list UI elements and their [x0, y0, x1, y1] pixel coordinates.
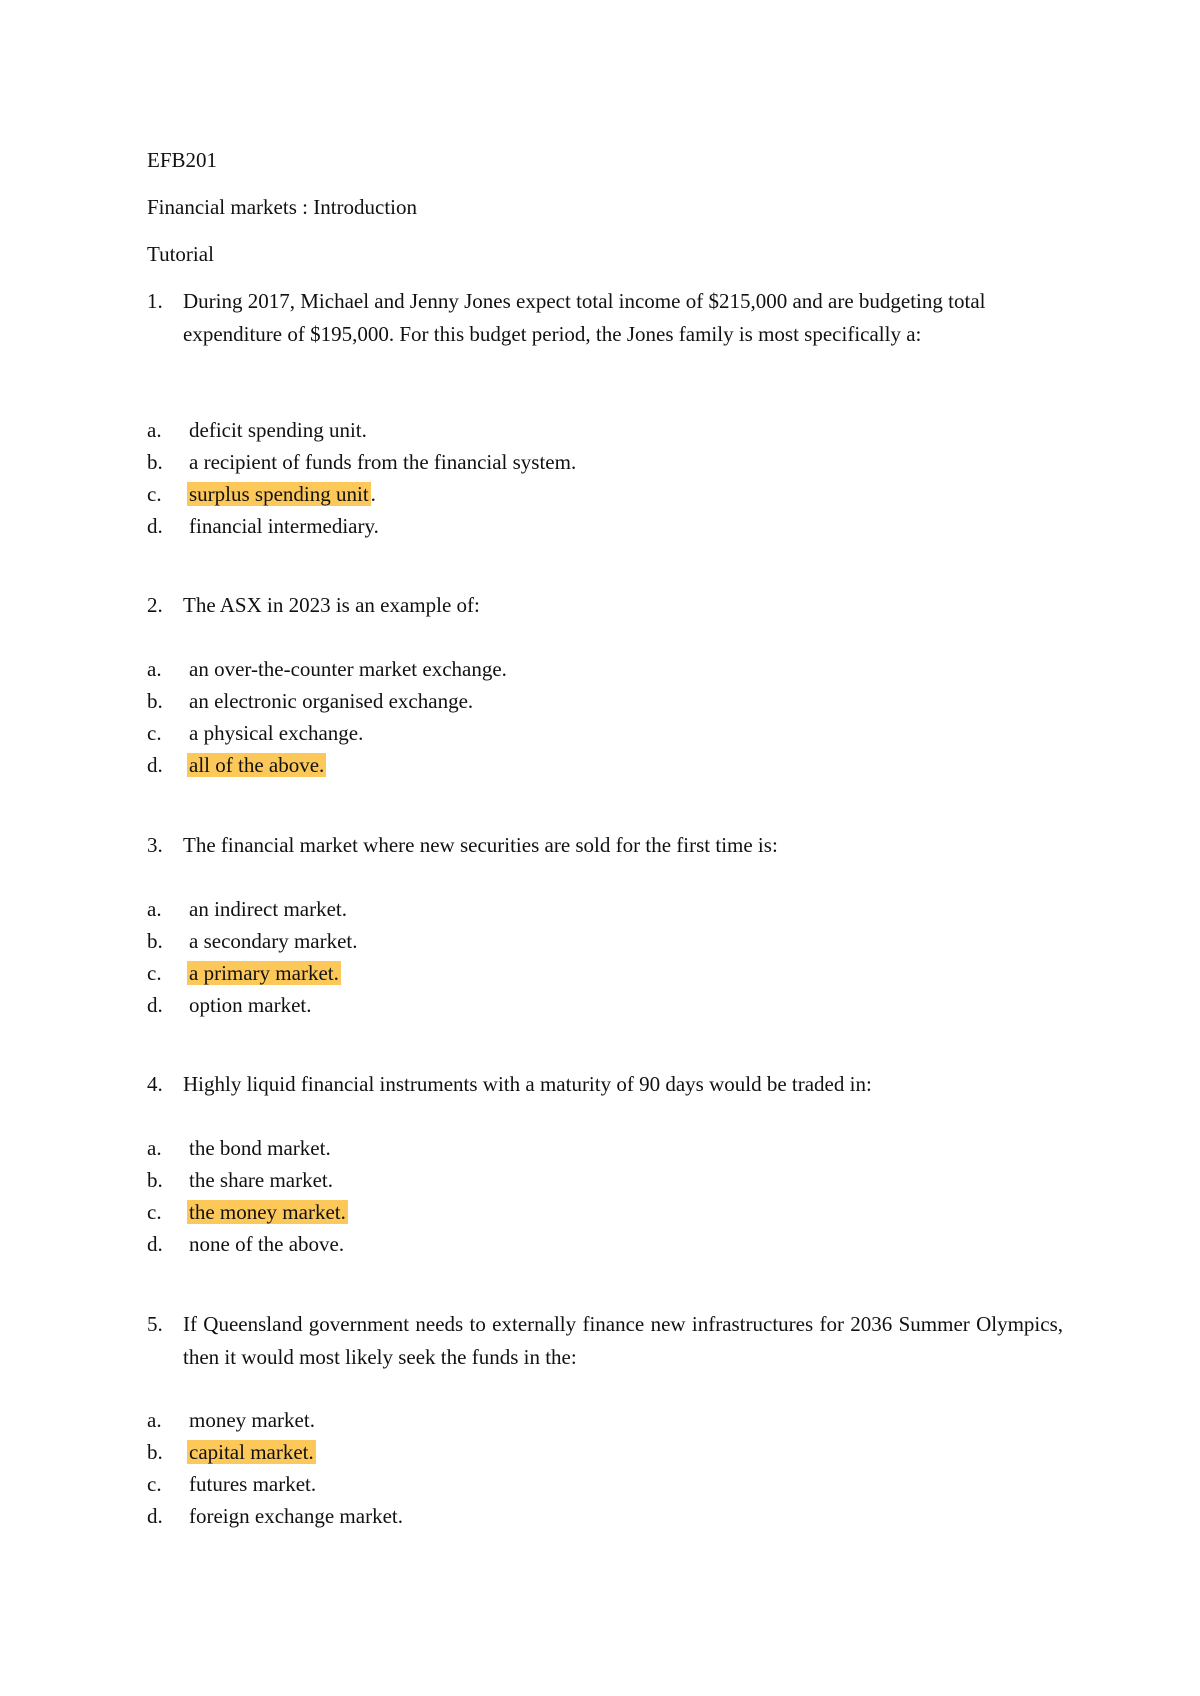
question-number: 5. [147, 1312, 163, 1336]
course-code: EFB201 [147, 148, 218, 172]
option-text-highlighted [189, 749, 326, 782]
option-text: deficit spending unit. [189, 418, 367, 442]
question-text: During 2017, Michael and Jenny Jones expect total income of $215,000 and are budgeting total expenditure of $195,000. For this budget period, the Jones family is most specifically a: [183, 289, 986, 346]
answer-highlight: surplus spending unit [189, 482, 369, 506]
option-letter: b. [147, 689, 163, 713]
option-letter: d. [147, 753, 163, 777]
option-letter: c. [147, 482, 162, 506]
question-number: 1. [147, 289, 163, 313]
option-text: a secondary market. [189, 929, 358, 953]
option-letter: b. [147, 929, 163, 953]
option-text: the share market. [189, 1168, 334, 1192]
option-letter: d. [147, 1504, 163, 1528]
option-letter: a. [147, 1136, 162, 1160]
answer-highlight: all of the above. [189, 753, 325, 777]
option-text: option market. [189, 993, 312, 1017]
option-text: financial intermediary. [189, 514, 379, 538]
option-text: futures market. [189, 1472, 317, 1496]
option-letter: c. [147, 961, 162, 985]
option-text: the bond market. [189, 1136, 331, 1160]
option-letter: d. [147, 993, 163, 1017]
option-letter: a. [147, 897, 162, 921]
option-text-highlighted [189, 1196, 348, 1229]
option-letter: b. [147, 1440, 163, 1464]
answer-highlight: capital market. [189, 1440, 314, 1464]
option-letter: a. [147, 657, 162, 681]
option-text: money market. [189, 1408, 315, 1432]
option-text: an electronic organised exchange. [189, 689, 474, 713]
question-text: The financial market where new securities are sold for the first time is: [183, 833, 778, 857]
option-letter: a. [147, 418, 162, 442]
document-title: Financial markets : Introduction [147, 195, 418, 219]
option-letter: b. [147, 1168, 163, 1192]
option-letter: d. [147, 514, 163, 538]
option-text: an over-the-counter market exchange. [189, 657, 507, 681]
question-text: If Queensland government needs to externally finance new infrastructures for 2036 Summer Olympics, then it would most likely seek the funds in the: [183, 1312, 1063, 1369]
question-text: The ASX in 2023 is an example of: [183, 593, 480, 617]
question-number: 3. [147, 833, 163, 857]
option-text: foreign exchange market. [189, 1504, 403, 1528]
option-letter: b. [147, 450, 163, 474]
answer-highlight: the money market. [189, 1200, 346, 1224]
option-text: none of the above. [189, 1232, 345, 1256]
question-text: Highly liquid financial instruments with a maturity of 90 days would be traded in: [183, 1072, 872, 1096]
question-number: 2. [147, 593, 163, 617]
option-text: a recipient of funds from the financial system. [189, 450, 577, 474]
answer-highlight: a primary market. [189, 961, 339, 985]
option-letter: c. [147, 1200, 162, 1224]
option-letter: d. [147, 1232, 163, 1256]
option-text-highlighted [189, 478, 376, 511]
option-text-highlighted [189, 957, 341, 990]
option-text: a physical exchange. [189, 721, 364, 745]
option-text-highlighted [189, 1436, 316, 1469]
document-subtitle: Tutorial [147, 242, 214, 266]
option-letter: a. [147, 1408, 162, 1432]
option-letter: c. [147, 721, 162, 745]
option-text: an indirect market. [189, 897, 348, 921]
option-letter: c. [147, 1472, 162, 1496]
option-suffix: . [370, 482, 376, 506]
question-number: 4. [147, 1072, 163, 1096]
